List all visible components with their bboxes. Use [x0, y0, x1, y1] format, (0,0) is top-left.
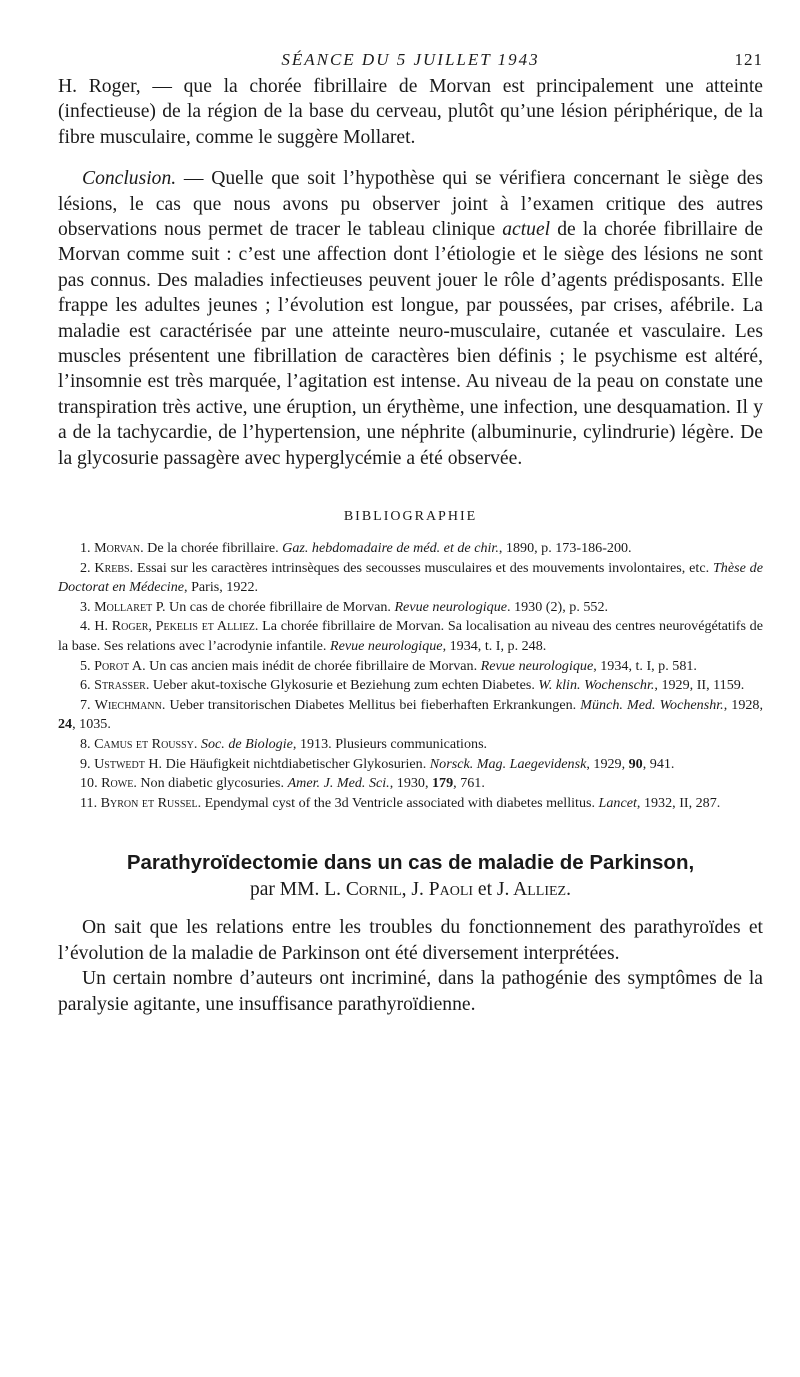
article-title: Parathyroïdectomie dans un cas de maladie de Parkinson, — [126, 851, 695, 875]
article-authors — [58, 879, 763, 901]
ref-journal: W. klin. Wochenschr. — [538, 677, 655, 694]
article-paragraph-1: On sait que les relations entre les troubles du fonctionnement des parathyroïdes et l’évolution de la maladie de Parkinson ont été diversement interprétées. — [58, 917, 763, 964]
paragraph-roger: H. Roger, — que la chorée fibrillaire de Morvan est principalement une atteinte (infectieuse) de la région de la base du cerveau, plutôt qu’une lésion périphérique, de la fibre musculaire, comme le suggère Mollaret. — [58, 76, 763, 148]
ref-number: 3. — [80, 598, 91, 615]
ref-text: , 1035. — [72, 716, 111, 733]
ref-text: Essai sur les caractères intrinsèques des secousses musculaires et des mouvements involontaires, etc. — [133, 559, 713, 576]
page-number: 121 — [734, 50, 763, 69]
ref-author: Krebs. — [94, 559, 134, 576]
ref-text: , 941. — [642, 755, 675, 772]
authors-sep: et — [473, 879, 497, 901]
ref-author: Byron et Russel. — [100, 794, 202, 811]
ref-author: Strasser. — [94, 677, 150, 694]
ref-text: La chorée fibrillaire de Morvan. Sa localisation au niveau des centres neurovégétatifs de la base. Ses relations avec l’acrodynie infantile. — [58, 618, 763, 655]
ref-author: Camus et Roussy. — [94, 736, 198, 753]
ref-number: 11. — [80, 794, 98, 811]
conclusion-text-b: de la chorée fibrillaire de Morvan comme suit : c’est une affection dont l’étiologie et le siège des lésions ne sont pas connus. Des maladies infectieuses peuvent jouer le rôle d’agents prédisposants. Elle frappe les adultes jeunes ; l’évolution est longue, par poussées, par crises, afébrile. La maladie est caractérisée par une atteinte neuro-musculaire, cutanée et vasculaire. Les muscles présentent une fibrillation de caractères bien définis ; le psychisme est altéré, l’insomnie est très marquée, l’agitation est intense. Au niveau de la peau on constate une transpiration très active, une éruption, un érythème, une infection, une desquamation. Il y a de la tachycardie, de l’hypertension, une néphrite (albuminurie, cylindrurie) légère. De la glycosurie passagère avec hyperglycémie a été observée. — [58, 219, 764, 469]
bibliography-entry — [58, 539, 763, 559]
ref-journal: Revue neurologique — [329, 638, 443, 655]
bibliography-entry — [58, 676, 763, 696]
ref-text: , 1913. Plusieurs communications. — [292, 736, 488, 753]
ref-journal: Lancet — [598, 794, 637, 811]
bibliography-entry — [58, 735, 763, 755]
ref-text: , 1890, p. 173-186-200. — [498, 540, 632, 557]
ref-author: Wiechmann. — [94, 696, 166, 713]
ref-text: , 1930, — [389, 775, 432, 792]
ref-journal: Soc. de Biologie — [200, 736, 293, 753]
ref-text: Ependymal cyst of the 3d Ventricle associated with diabetes mellitus. — [201, 794, 599, 811]
ref-text: , 1934, t. I, p. 248. — [442, 638, 547, 655]
ref-number: 9. — [80, 755, 91, 772]
ref-journal: Thèse de Doctorat en Médecine — [58, 559, 763, 596]
authors-sep: , — [401, 879, 412, 901]
ref-author: H. Roger, Pekelis et Alliez. — [94, 618, 259, 635]
bibliography-entry — [58, 657, 763, 677]
ref-journal: Norsck. Mag. Laegevidensk — [429, 755, 587, 772]
ref-author: Morvan. — [94, 540, 144, 557]
paragraph-conclusion — [58, 166, 763, 471]
ref-volume: 179 — [432, 775, 454, 792]
ref-journal: Gaz. hebdomadaire de méd. et de chir. — [282, 540, 499, 557]
conclusion-text-a: — Quelle que soit l’hypothèse qui se vérifiera concernant le siège des lésions, le cas que nous avons pu observer joint à l’examen critique des autres observations nous permet de tracer le tableau clinique — [58, 168, 763, 241]
ref-text: De la chorée fibrillaire. — [143, 540, 283, 557]
authors-prefix: par MM. — [250, 879, 325, 901]
ref-text: Die Häufigkeit nichtdiabetischer Glykosurien. — [162, 755, 430, 772]
bibliography-heading: BIBLIOGRAPHIE — [343, 509, 478, 525]
ref-journal: Revue neurologique — [480, 657, 594, 674]
ref-text: Ueber akut-toxische Glykosurie et Beziehung zum echten Diabetes. — [149, 677, 539, 694]
ref-text: . 1930 (2), p. 552. — [507, 598, 609, 615]
author-cornil: L. Cornil — [324, 879, 402, 901]
page — [58, 0, 763, 1017]
ref-journal: Amer. J. Med. Sci. — [287, 775, 390, 792]
ref-journal: Revue neurologique — [394, 598, 508, 615]
ref-journal: Münch. Med. Wochenshr. — [580, 696, 724, 713]
conclusion-label: Conclusion. — [82, 168, 177, 190]
ref-number: 4. — [80, 618, 91, 635]
ref-text: , Paris, 1922. — [184, 579, 259, 596]
bibliography-entry — [58, 559, 763, 598]
running-head — [58, 50, 763, 94]
bibliography-entry — [58, 617, 763, 656]
ref-text: Un cas ancien mais inédit de chorée fibrillaire de Morvan. — [145, 657, 481, 674]
ref-number: 8. — [80, 736, 91, 753]
bibliography-entry — [58, 794, 763, 814]
bibliography-entry — [58, 755, 763, 775]
ref-text: Non diabetic glycosuries. — [136, 775, 288, 792]
ref-text: , 1929, — [586, 755, 629, 772]
bibliography-entry — [58, 774, 763, 794]
ref-number: 6. — [80, 677, 91, 694]
ref-text: , 1928, — [723, 696, 763, 713]
ref-number: 1. — [80, 540, 91, 557]
ref-volume: 90 — [628, 755, 643, 772]
author-alliez: J. Alliez. — [496, 879, 571, 901]
ref-number: 7. — [80, 696, 91, 713]
ref-text: Un cas de chorée fibrillaire de Morvan. — [165, 598, 395, 615]
author-paoli: J. Paoli — [411, 879, 474, 901]
ref-number: 2. — [80, 559, 91, 576]
conclusion-actuel: actuel — [502, 219, 551, 241]
bibliography-entry — [58, 696, 763, 735]
article-paragraph-2: Un certain nombre d’auteurs ont incriminé, dans la pathogénie des symptômes de la paralysie agitante, une insuffisance parathyroïdienne. — [58, 968, 763, 1015]
ref-number: 5. — [80, 657, 91, 674]
ref-author: Porot A. — [94, 657, 146, 674]
ref-author: Ustwedt H. — [94, 755, 163, 772]
bibliography-list — [58, 539, 763, 813]
running-head-title: SÉANCE DU 5 JUILLET 1943 — [281, 50, 540, 69]
ref-text: Ueber transitorischen Diabetes Mellitus bei fieberhaften Erkrankungen. — [165, 696, 581, 713]
ref-text: , 1934, t. I, p. 581. — [593, 657, 697, 674]
ref-number: 10. — [80, 775, 98, 792]
ref-author: Rowe. — [101, 775, 137, 792]
ref-text: , 1932, II, 287. — [636, 794, 721, 811]
ref-text: , 1929, II, 1159. — [654, 677, 745, 694]
ref-author: Mollaret P. — [94, 598, 166, 615]
ref-text: , 761. — [453, 775, 485, 792]
ref-volume: 24 — [58, 716, 73, 733]
bibliography-entry — [58, 598, 763, 618]
